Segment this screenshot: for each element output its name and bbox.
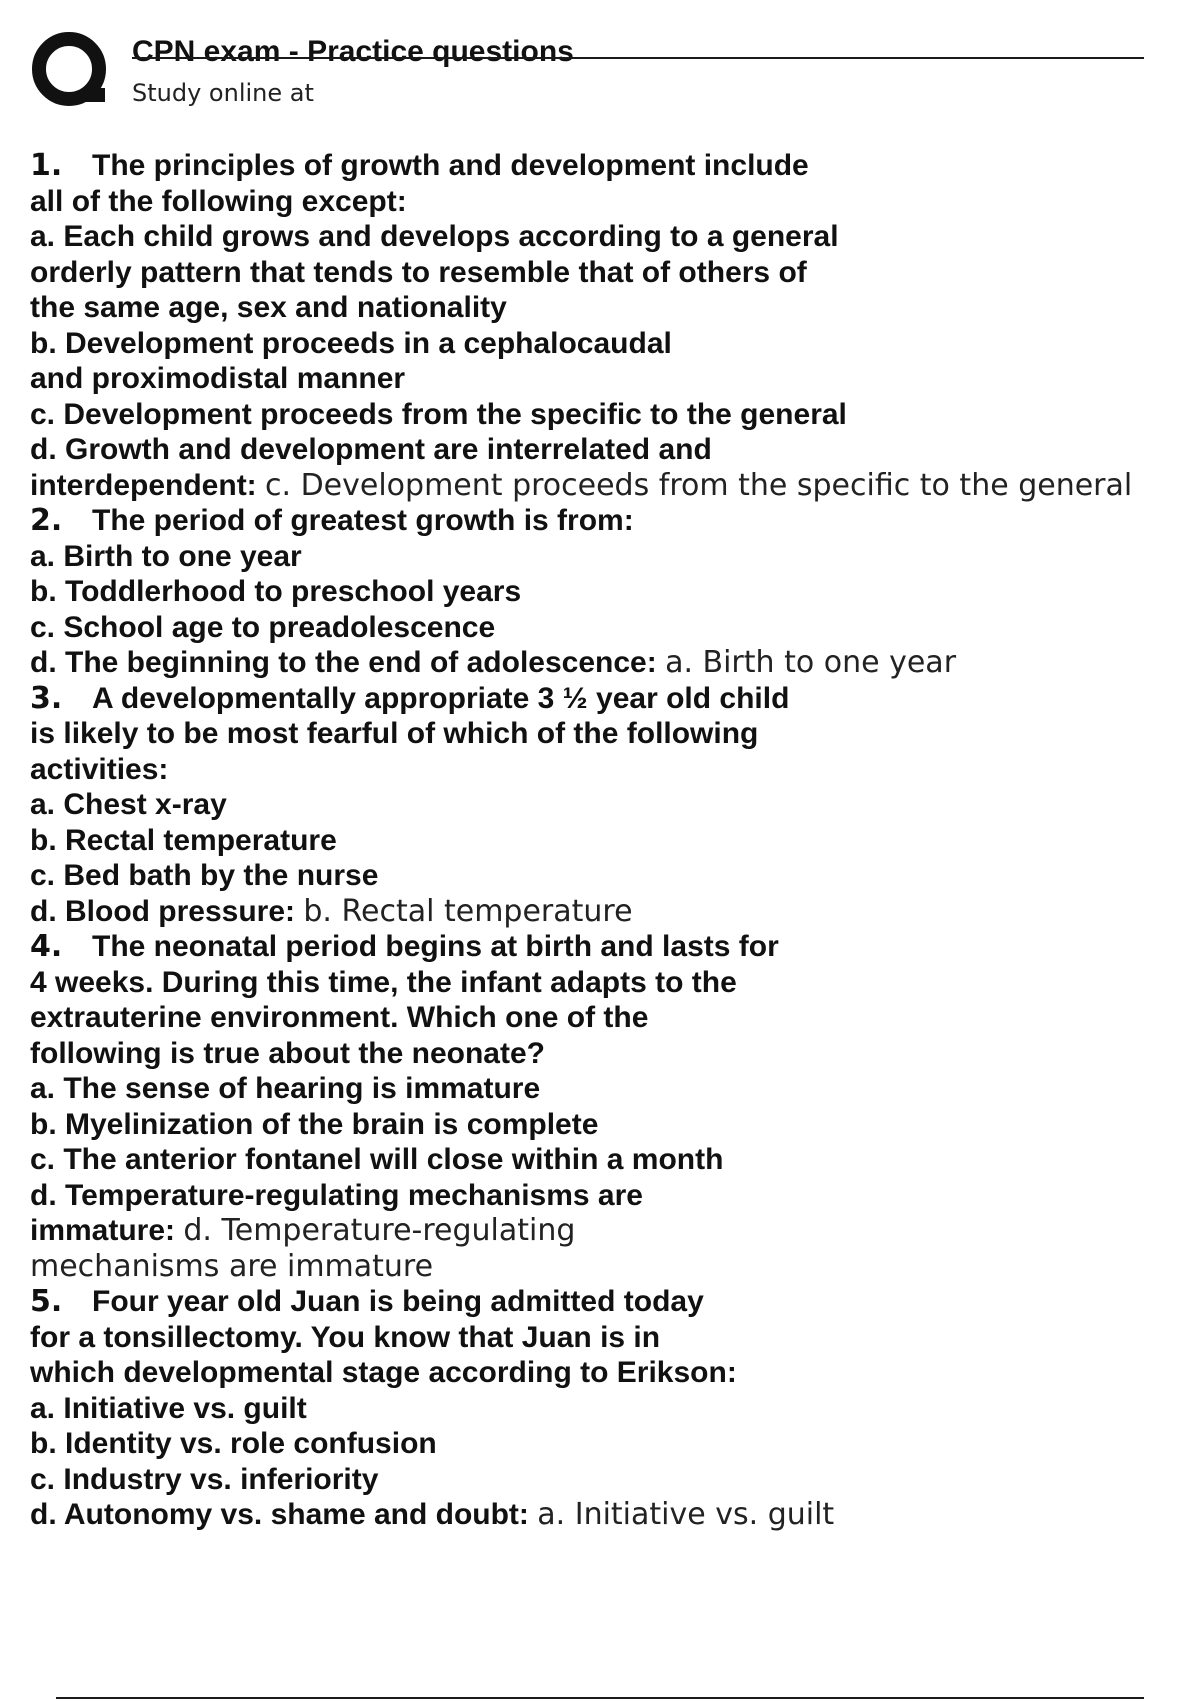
question-stem-line: 4 weeks. During this time, the infant adapts to the [30,965,737,999]
answer-text: a. Birth to one year [665,645,957,680]
question-stem-line: for a tonsillectomy. You know that Juan is in [30,1320,661,1354]
option-line: c. Industry vs. inferiority [30,1462,379,1496]
option-line: c. The anterior fontanel will close within a month [30,1143,724,1176]
footer-divider [56,1697,1144,1699]
question-number: 1. [30,148,63,183]
option-line: a. Initiative vs. guilt [30,1391,307,1425]
question-stem-line: all of the following except: [30,184,407,218]
question-number: 2. [30,503,63,538]
option-line: the same age, sex and nationality [30,291,507,324]
option-line: a. Each child grows and develops according to a general [30,220,839,253]
option-line: b. Development proceeds in a cephalocaudal [30,326,672,360]
question-stem-line: 3. A developmentally appropriate 3 ½ year old child [30,680,790,716]
question-number: 5. [30,1284,63,1319]
option-line: and proximodistal manner [30,362,406,395]
question-stem-line: 1. The principles of growth and development include [30,148,809,183]
option-line: c. School age to preadolescence [30,610,496,644]
question-stem-line: activities: [30,752,169,786]
option-line: a. Birth to one year [30,539,302,573]
question-stem-line: is likely to be most fearful of which of the following [30,717,759,750]
answer-text: c. Development proceeds from the specific to the general [265,467,1133,503]
page-title: CPN exam - Practice questions [132,35,574,68]
option-line: d. Autonomy vs. shame and doubt: a. Initiative vs. guilt [30,1497,835,1532]
question-stem-line: following is true about the neonate? [30,1036,545,1070]
question-number: 4. [30,929,63,964]
option-line: a. Chest x-ray [30,788,227,821]
option-line: c. Bed bath by the nurse [30,859,379,892]
question-5 [30,1284,1190,1533]
option-line: c. Development proceeds from the specific to the general [30,397,847,431]
answer-text: a. Initiative vs. guilt [537,1497,835,1532]
answer-text: b. Rectal temperature [303,893,633,929]
question-1 [30,148,1190,503]
logo-icon [30,30,110,110]
option-line: immature: d. Temperature-regulating [30,1213,576,1248]
answer-text: d. Temperature-regulating [183,1213,576,1248]
question-2 [30,503,1190,681]
option-line: d. Blood pressure: b. Rectal temperature [30,893,633,929]
answer-text-continued: mechanisms are immature [30,1248,434,1284]
option-line: d. Temperature-regulating mechanisms are [30,1178,643,1212]
option-line: b. Toddlerhood to preschool years [30,575,522,608]
question-stem-line: 4. The neonatal period begins at birth and lasts for [30,929,779,964]
question-stem-line: which developmental stage according to Erikson: [30,1356,737,1389]
option-line: a. The sense of hearing is immature [30,1072,541,1105]
question-stem-line: 5. Four year old Juan is being admitted today [30,1284,704,1319]
question-stem-line: 2. The period of greatest growth is from: [30,503,634,538]
option-line: d. Growth and development are interrelated and [30,433,712,466]
header-divider [132,57,1144,59]
question-3 [30,681,1190,930]
question-4 [30,929,1190,1284]
option-line: b. Rectal temperature [30,823,337,857]
option-line: d. The beginning to the end of adolescence: a. Birth to one year [30,645,957,680]
option-line: b. Identity vs. role confusion [30,1427,437,1460]
question-list [30,148,1190,1533]
page-subtitle: Study online at [132,79,314,107]
option-line: interdependent: c. Development proceeds from the specific to the general [30,467,1133,503]
question-number: 3. [30,680,63,716]
option-line: b. Myelinization of the brain is complete [30,1107,599,1141]
question-stem-line: extrauterine environment. Which one of the [30,1001,649,1034]
option-line: orderly pattern that tends to resemble that of others of [30,255,807,289]
